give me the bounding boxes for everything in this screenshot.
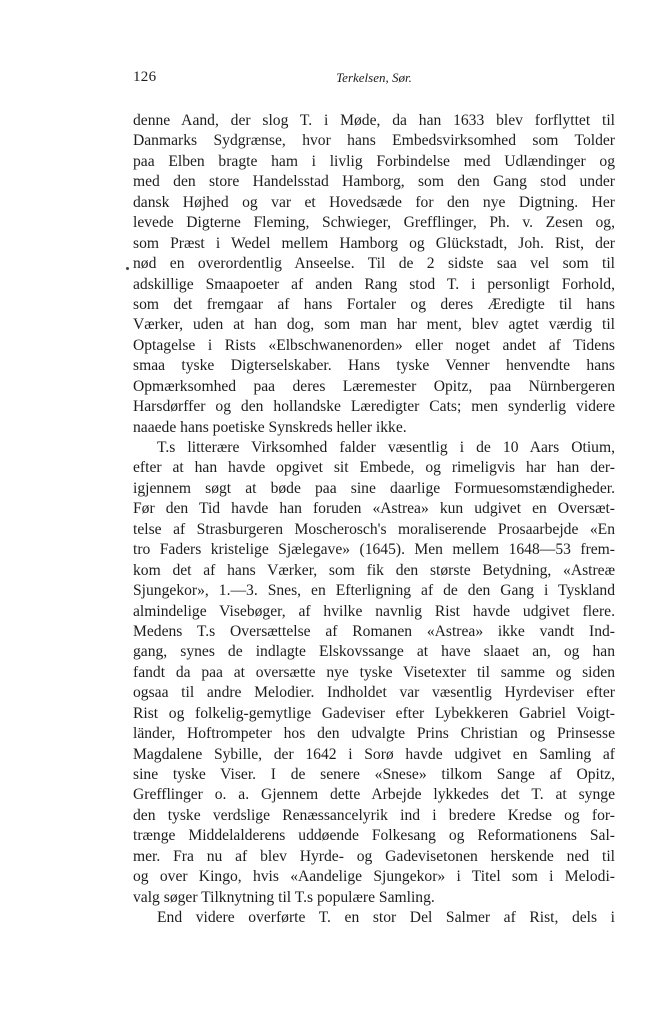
text-line: igjennem søgt at bøde paa sine daarlige Formuesomstændigheder. (133, 479, 615, 497)
text-line: kom det af hans Værker, som fik den største Betydning, «Astreæ (133, 561, 615, 579)
text-line: med den store Handelsstad Hamborg, som den Gang stod under (133, 173, 615, 191)
text-line: Optagelse i Rists «Elbschwanenorden» eller noget andet af Tidens (133, 336, 615, 354)
text-line: denne Aand, der slog T. i Møde, da han 1633 blev forflyttet til (133, 112, 615, 129)
page-number: 126 (133, 69, 157, 85)
margin-mark (126, 267, 129, 270)
text-line: efter at han havde opgivet sit Embede, og rimeligvis har han der- (133, 459, 615, 477)
text-line: Grefflinger o. a. Gjennem dette Arbejde lykkedes det T. at synge (133, 786, 615, 804)
text-line: nød en overordentlig Anseelse. Til de 2 sidste saa vel som til (133, 255, 615, 273)
text-line: ogsaa til andre Melodier. Indholdet var væsentlig Hyrdeviser efter (133, 684, 615, 702)
text-line: Rist og folkelig-gemytlige Gadeviser efter Lybekkeren Gabriel Voigt- (133, 704, 615, 722)
text-line: Danmarks Sydgrænse, hvor hans Embedsvirksomhed som Tolder (133, 132, 615, 150)
text-line: dansk Højhed og var et Hovedsæde for den nye Digtning. Her (133, 193, 615, 211)
text-line: End videre overførte T. en stor Del Salmer af Rist, dels i (157, 909, 615, 927)
text-line: som Præst i Wedel mellem Hamborg og Glückstadt, Joh. Rist, der (133, 234, 615, 252)
text-line: paa Elben bragte ham i livlig Forbindelse med Udlændinger og (133, 152, 615, 170)
text-line: mer. Fra nu af blev Hyrde- og Gadevisetonen herskende ned til (133, 847, 615, 865)
text-line: Før den Tid havde han foruden «Astrea» kun udgivet en Oversæt- (133, 500, 615, 518)
text-line: länder, Hoftrompeter hos den udvalgte Prins Christian og Prinsesse (133, 725, 615, 743)
body-text (133, 111, 615, 929)
text-line: levede Digterne Fleming, Schwieger, Grefflinger, Ph. v. Zesen og, (133, 214, 615, 232)
text-line: telse af Strasburgeren Moscherosch's moraliserende Prosaarbejde «En (133, 520, 615, 538)
text-line: som det fremgaar af hans Fortaler og deres Æredigte til hans (133, 295, 615, 313)
running-title: Terkelsen, Sør. (336, 70, 412, 85)
text-line: Medens T.s Oversættelse af Romanen «Astrea» ikke vandt Ind- (133, 622, 615, 640)
text-line: almindelige Visebøger, af hvilke navnlig Rist havde udgivet flere. (133, 602, 615, 620)
text-line: gang, synes de indlagte Elskovssange at have slaaet an, og han (133, 643, 615, 661)
text-line: trænge Middelalderens uddøende Folkesang og Reformationens Sal- (133, 827, 615, 845)
text-line: tro Faders kristelige Sjælegave» (1645). Men mellem 1648—53 frem- (133, 541, 615, 559)
text-line: smaa tyske Digterselskaber. Hans tyske Venner henvendte hans (133, 357, 615, 375)
text-line: sine tyske Viser. I de senere «Snese» tilkom Sange af Opitz, (133, 766, 615, 783)
text-line: Magdalene Sybille, der 1642 i Sorø havde udgivet en Samling af (133, 745, 615, 763)
text-line: Værker, uden at han dog, som man har ment, blev agtet værdig til (133, 316, 615, 334)
text-line: T.s litterære Virksomhed falder væsentlig i de 10 Aars Otium, (157, 439, 615, 456)
text-line: valg søger Tilknytning til T.s populære Samling. (133, 888, 435, 906)
text-line: og over Kingo, hvis «Aandelige Sjungekor» i Titel som i Melodi- (133, 868, 615, 886)
text-line: Harsdørffer og den hollandske Læredigter Cats; men synderlig videre (133, 398, 615, 416)
text-line: Sjungekor», 1.—3. Snes, en Efterligning af de den Gang i Tyskland (133, 582, 615, 600)
page-header (133, 69, 615, 91)
text-line: fandt da paa at oversætte nye tyske Visetexter til samme og siden (133, 663, 615, 681)
text-line: Opmærksomhed paa deres Læremester Opitz, paa Nürnbergeren (133, 377, 615, 395)
text-line: adskillige Smaapoeter af anden Rang stod T. i personligt Forhold, (133, 275, 615, 293)
text-line: den tyske verdslige Renæssancelyrik ind i bredere Kredse og for- (133, 806, 615, 824)
text-line: naaede hans poetiske Synskreds heller ikke. (133, 418, 407, 436)
